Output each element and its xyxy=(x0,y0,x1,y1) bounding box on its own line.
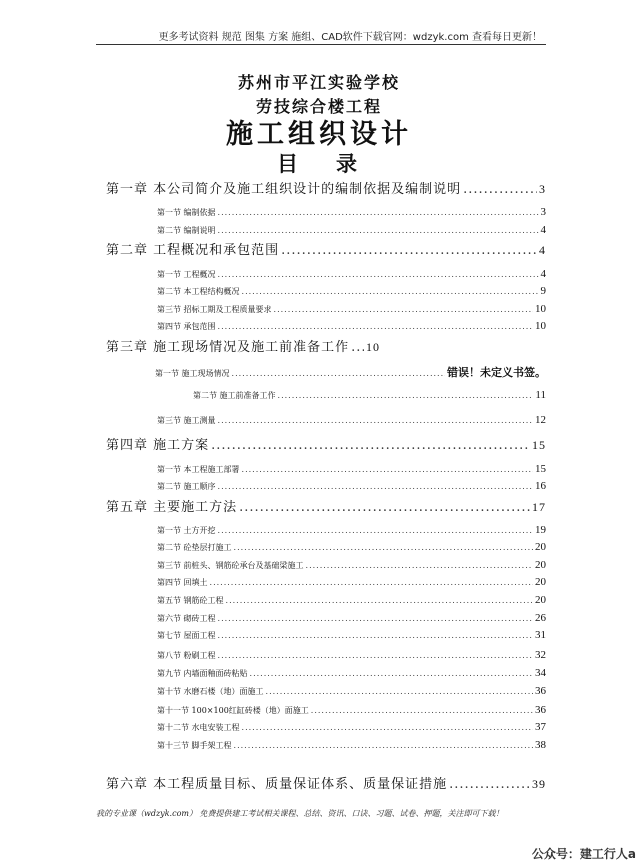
toc-section-label: 第十三节 脚手架工程 xyxy=(157,741,232,750)
toc-section-5-9[interactable] xyxy=(157,667,546,681)
toc-page-number: 34 xyxy=(535,667,546,679)
toc-page-number: 16 xyxy=(535,480,546,492)
toc-section-3-1[interactable] xyxy=(155,364,546,378)
dot-leader xyxy=(232,369,445,378)
toc-page-number: 20 xyxy=(535,559,546,571)
toc-page-number: 20 xyxy=(535,594,546,606)
school-name: 苏州市平江实验学校 xyxy=(237,73,400,92)
toc-section-5-6[interactable] xyxy=(157,612,546,626)
toc-section-5-4[interactable] xyxy=(157,576,546,590)
toc-chapter-label: 第四章 施工方案 xyxy=(106,438,210,453)
dot-leader xyxy=(242,465,533,474)
dot-leader xyxy=(306,561,533,570)
toc-section-label: 第十二节 水电安装工程 xyxy=(157,723,240,732)
toc-section-3-2[interactable] xyxy=(193,389,546,403)
dot-leader xyxy=(234,741,533,750)
toc-page-number: 39 xyxy=(532,777,546,791)
toc-page-number: 15 xyxy=(532,438,546,452)
dot-leader xyxy=(234,543,533,552)
toc-page-number: 38 xyxy=(535,739,546,751)
toc-section-label: 第二节 本工程结构概况 xyxy=(157,287,240,296)
toc-section-2-2[interactable] xyxy=(157,285,546,299)
toc-section-4-2[interactable] xyxy=(157,480,546,494)
dot-leader xyxy=(218,651,533,660)
toc-page-number: 20 xyxy=(535,541,546,553)
toc-section-label: 第一节 本工程施工部署 xyxy=(157,465,240,474)
toc-page-number: 31 xyxy=(535,629,546,641)
toc-section-label: 第三节 前桩头、钢筋砼承台及基础梁施工 xyxy=(157,561,304,570)
toc-section-label: 第二节 施工顺序 xyxy=(157,482,216,491)
dot-leader xyxy=(278,391,534,400)
toc-section-label: 第三节 招标工期及工程质量要求 xyxy=(157,305,272,314)
dot-leader xyxy=(242,723,533,732)
toc-page-number: 3 xyxy=(539,182,546,196)
dot-leader xyxy=(449,777,530,792)
dot-leader xyxy=(218,208,539,217)
toc-heading: 目录 xyxy=(277,151,395,176)
toc-page-number: 4 xyxy=(539,243,546,257)
toc-chapter-3[interactable] xyxy=(106,336,380,354)
dot-leader xyxy=(218,226,539,235)
toc-section-label: 第一节 土方开挖 xyxy=(157,526,216,535)
toc-page-error: 错误！未定义书签。 xyxy=(447,367,546,379)
page-footer: 我的专业课（wdzyk.com） 免费提供建工考试相关课程、总结、资讯、口诀、习题、试卷、押题，关注即可下载！ xyxy=(96,809,504,818)
toc-section-label: 第八节 粉刷工程 xyxy=(157,651,216,660)
toc-section-3-3[interactable] xyxy=(157,414,546,428)
dot-leader xyxy=(351,340,364,355)
toc-section-label: 第一节 工程概况 xyxy=(157,270,216,279)
dot-leader xyxy=(226,596,533,605)
toc-page-number: 36 xyxy=(535,704,546,716)
project-name: 劳技综合楼工程 xyxy=(255,97,382,116)
toc-chapter-2[interactable] xyxy=(106,239,546,257)
toc-section-2-1[interactable] xyxy=(157,268,546,282)
toc-page-number: 10 xyxy=(535,320,546,332)
toc-section-label: 第一节 施工现场情况 xyxy=(155,369,230,378)
page-header: 更多考试资料 规范 图集 方案 施组、CAD软件下载官网：wdzyk.com 查看每日更新！ xyxy=(158,32,542,43)
toc-section-5-10[interactable] xyxy=(157,685,546,699)
toc-page-number: 4 xyxy=(540,268,546,280)
toc-chapter-4[interactable] xyxy=(106,434,546,452)
toc-section-5-8[interactable] xyxy=(157,649,546,663)
toc-page-number: 17 xyxy=(532,500,546,514)
toc-page-number: 12 xyxy=(535,414,546,426)
toc-chapter-label: 第六章 本工程质量目标、质量保证体系、质量保证措施 xyxy=(106,777,448,792)
toc-section-5-3[interactable] xyxy=(157,559,546,573)
dot-leader xyxy=(239,500,530,515)
toc-section-label: 第十一节 100×100红缸砖楼（地）面施工 xyxy=(157,706,309,715)
toc-page-number: 20 xyxy=(535,576,546,588)
toc-page-number: 36 xyxy=(535,685,546,697)
document-title: 施工组织设计 xyxy=(226,119,412,150)
dot-leader xyxy=(281,243,537,258)
toc-section-5-5[interactable] xyxy=(157,594,546,608)
dot-leader xyxy=(218,416,533,425)
toc-section-2-4[interactable] xyxy=(157,320,546,334)
toc-page-number: 19 xyxy=(535,524,546,536)
toc-section-label: 第二节 砼垫层打施工 xyxy=(157,543,232,552)
dot-leader xyxy=(250,669,533,678)
toc-section-label: 第四节 承包范围 xyxy=(157,322,216,331)
toc-page-number: 10 xyxy=(535,303,546,315)
dot-leader xyxy=(311,706,533,715)
toc-chapter-label: 第三章 施工现场情况及施工前准备工作 xyxy=(106,340,350,355)
toc-section-label: 第九节 内墙面釉面砖粘贴 xyxy=(157,669,248,678)
dot-leader xyxy=(218,526,533,535)
dot-leader xyxy=(218,482,533,491)
toc-chapter-5[interactable] xyxy=(106,496,546,514)
toc-chapter-label: 第一章 本公司简介及施工组织设计的编制依据及编制说明 xyxy=(106,182,462,197)
dot-leader xyxy=(218,270,539,279)
toc-section-label: 第五节 钢筋砼工程 xyxy=(157,596,224,605)
dot-leader xyxy=(242,287,539,296)
toc-page-number: 26 xyxy=(535,612,546,624)
toc-section-1-2[interactable] xyxy=(157,224,546,238)
toc-section-label: 第二节 编制说明 xyxy=(157,226,216,235)
toc-section-label: 第四节 回填土 xyxy=(157,578,208,587)
dot-leader xyxy=(274,305,533,314)
toc-section-2-3[interactable] xyxy=(157,303,546,317)
toc-page-number: 37 xyxy=(535,721,546,733)
toc-section-label: 第三节 施工测量 xyxy=(157,416,216,425)
toc-page-number: 32 xyxy=(535,649,546,661)
toc-page-number: 10 xyxy=(366,340,380,354)
toc-page-number: 11 xyxy=(535,389,546,401)
toc-chapter-6[interactable] xyxy=(106,773,546,791)
dot-leader xyxy=(210,578,533,587)
toc-page-number: 15 xyxy=(535,463,546,475)
toc-section-5-11[interactable] xyxy=(157,704,546,718)
toc-section-label: 第六节 砌砖工程 xyxy=(157,614,216,623)
toc-section-1-1[interactable] xyxy=(157,206,546,220)
toc-section-4-1[interactable] xyxy=(157,463,546,477)
toc-section-5-1[interactable] xyxy=(157,524,546,538)
dot-leader xyxy=(218,322,533,331)
dot-leader xyxy=(266,687,533,696)
toc-page-number: 4 xyxy=(540,224,546,236)
toc-page-number: 9 xyxy=(540,285,546,297)
toc-section-label: 第二节 施工前准备工作 xyxy=(193,391,276,400)
toc-section-label: 第七节 屋面工程 xyxy=(157,631,216,640)
toc-page-number: 3 xyxy=(540,206,546,218)
toc-section-label: 第十节 水磨石楼（地）面施工 xyxy=(157,687,264,696)
dot-leader xyxy=(218,614,533,623)
toc-section-5-12[interactable] xyxy=(157,721,546,735)
dot-leader xyxy=(211,438,530,453)
toc-section-5-7[interactable] xyxy=(157,629,546,643)
toc-section-5-13[interactable] xyxy=(157,739,546,753)
header-divider xyxy=(96,44,546,45)
toc-section-label: 第一节 编制依据 xyxy=(157,208,216,217)
toc-section-5-2[interactable] xyxy=(157,541,546,555)
dot-leader xyxy=(463,182,537,197)
toc-chapter-1[interactable] xyxy=(106,178,546,196)
wechat-account-badge: 公众号：建工行人a xyxy=(531,847,636,861)
toc-chapter-label: 第五章 主要施工方法 xyxy=(106,500,238,515)
dot-leader xyxy=(218,631,533,640)
toc-chapter-label: 第二章 工程概况和承包范围 xyxy=(106,243,280,258)
